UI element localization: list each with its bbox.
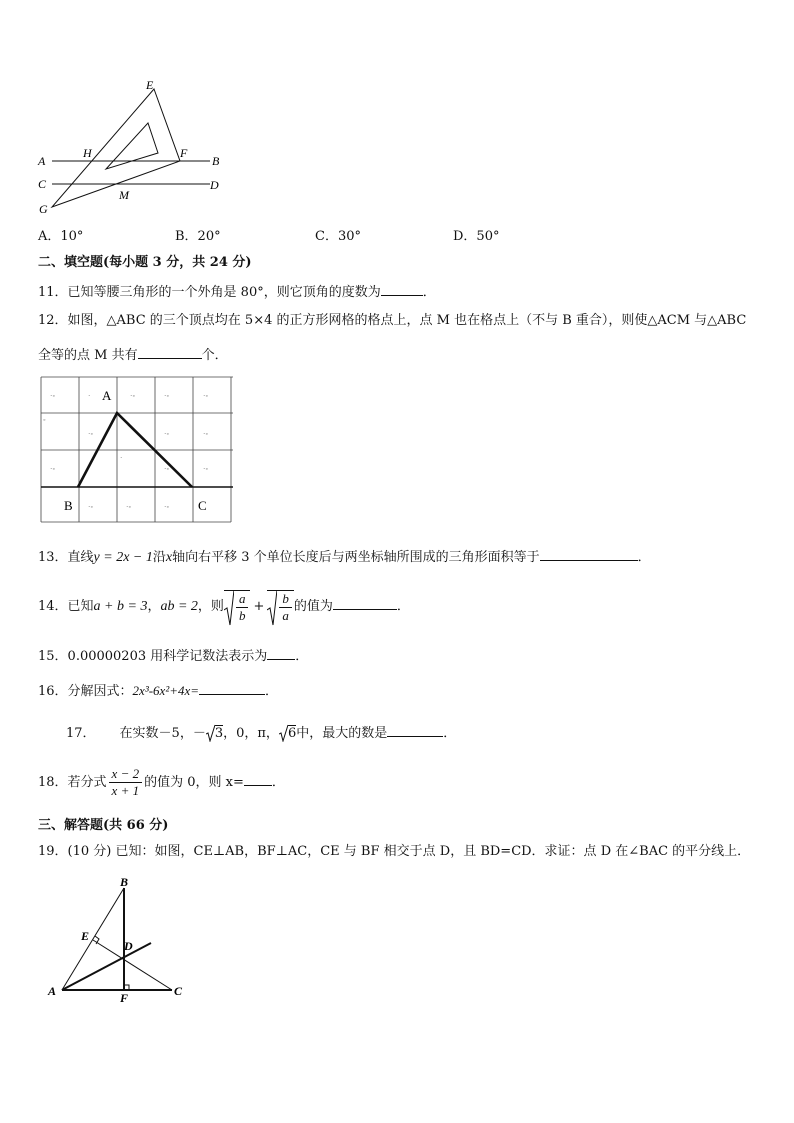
q13-equation: y = 2x − 1: [93, 550, 153, 565]
q14-suffix: 的值为: [293, 599, 333, 614]
q14-sqrt-b-over-a: [267, 590, 294, 624]
q16-prefix: 16．分解因式：: [38, 684, 133, 699]
q13-prefix: 13．直线: [38, 550, 94, 565]
q13-suffix: 轴向右平移 3 个单位长度后与两坐标轴所围成的三角形面积等于: [172, 550, 540, 565]
q11-end: ．: [422, 285, 436, 300]
q17-answer-blank: [387, 722, 443, 737]
q15-text: 15．0.00000203 用科学记数法表示为: [38, 649, 268, 664]
svg-text:·◦: ·◦: [130, 392, 135, 400]
svg-text:·◦: ·◦: [88, 503, 93, 511]
fig19-label-F: F: [120, 991, 129, 1005]
q17-sqrt3: 3: [206, 725, 223, 743]
label-G: G: [39, 202, 48, 216]
q14-end: ．: [396, 599, 410, 614]
question-12-line2: [38, 344, 228, 365]
cell-marks: [43, 392, 208, 511]
q12-answer-blank: [138, 344, 202, 359]
section-2-title: 二、填空题(每小题 3 分，共 24 分): [38, 255, 252, 270]
q12-suffix: 个．: [201, 348, 228, 363]
q14-sep: ，: [147, 599, 161, 614]
q17-end: ．: [443, 726, 457, 741]
question-13: [38, 546, 651, 567]
q17-sqrt6: 6: [279, 725, 296, 743]
fig19-label-D: D: [124, 939, 133, 953]
figure-parallel-lines-triangles: [30, 75, 230, 225]
q16-expr: 2x³-6x²+4x=: [132, 683, 200, 698]
label-F: F: [180, 146, 188, 160]
q14-answer-blank: [333, 595, 397, 610]
q18-end: ．: [271, 775, 285, 790]
q10-option-b: B．20°: [175, 229, 221, 244]
q14-then: ，则: [197, 599, 224, 614]
q10-option-d: D．50°: [453, 229, 500, 244]
q15-end: ．: [295, 649, 309, 664]
svg-text:·: ·: [120, 454, 123, 462]
inner-triangle: [106, 123, 158, 169]
q10-option-c: C．30°: [315, 229, 361, 244]
svg-text:·◦: ·◦: [164, 430, 169, 438]
outer-triangle: [52, 89, 180, 207]
svg-text:·◦: ·◦: [164, 465, 169, 473]
q17-number: 17．: [66, 726, 96, 741]
svg-text:·◦: ·◦: [88, 430, 93, 438]
label-D: D: [210, 178, 219, 192]
fig19-label-B: B: [120, 875, 129, 889]
q13-axis: x: [165, 550, 173, 565]
grid-label-A: A: [102, 388, 112, 403]
grid-label-B: B: [64, 498, 73, 513]
bisector-AD: [62, 943, 151, 990]
question-14: [38, 589, 410, 625]
grid-label-C: C: [198, 498, 207, 513]
q16-end: ．: [265, 684, 279, 699]
question-15: [38, 645, 308, 666]
fig19-label-E: E: [81, 929, 90, 943]
question-11: [38, 281, 436, 302]
figure-19-triangle: [40, 874, 200, 1009]
label-B: B: [212, 154, 220, 168]
right-angle-E: [95, 936, 99, 944]
q14-plus: +: [253, 599, 265, 614]
grid-figure: [40, 376, 236, 524]
q17-mid: ，0，π，: [223, 726, 279, 741]
q14-cond2: ab = 2: [160, 599, 198, 614]
svg-text:·◦: ·◦: [164, 392, 169, 400]
q10-option-a: A．10°: [38, 229, 84, 244]
svg-text:·◦: ·◦: [50, 465, 55, 473]
q14-frac1: $\frac{a}{b}$: [236, 591, 249, 624]
fig19-label-A: A: [48, 984, 57, 998]
q14-cond1: a + b = 3: [93, 599, 148, 614]
q17-suffix: 中，最大的数是: [296, 726, 388, 741]
svg-text:·◦: ·◦: [203, 430, 208, 438]
question-19: 19．(10 分) 已知：如图，CE⊥AB，BF⊥AC，CE 与 BF 相交于点 D，且 BD=CD．求证：点 D 在∠BAC 的平分线上．: [38, 844, 751, 859]
svg-text:·◦: ·◦: [126, 503, 131, 511]
q16-answer-blank: [199, 680, 265, 695]
q14-prefix: 14．已知: [38, 599, 94, 614]
label-H: H: [83, 146, 92, 160]
q15-answer-blank: [267, 645, 295, 660]
svg-text:◦: ◦: [43, 416, 46, 424]
q17-prefix: 在实数－5，－: [119, 726, 206, 741]
svg-text:·◦: ·◦: [203, 392, 208, 400]
svg-text:·◦: ·◦: [164, 503, 169, 511]
question-12-line1: 12．如图，△ABC 的三个顶点均在 5×4 的正方形网格的格点上，点 M 也在格点上（不与 B 重合），则使△ACM 与△ABC: [38, 313, 747, 328]
q14-frac2: $\frac{b}{a}$: [279, 591, 292, 624]
label-C: C: [38, 177, 47, 191]
svg-text:·◦: ·◦: [50, 392, 55, 400]
label-A: A: [38, 154, 46, 168]
q13-end: ．: [637, 550, 651, 565]
q11-text: 11．已知等腰三角形的一个外角是 80°，则它顶角的度数为: [38, 285, 381, 300]
label-E: E: [146, 78, 154, 92]
question-16: [38, 680, 278, 701]
q18-prefix: 18．若分式: [38, 775, 107, 790]
q13-answer-blank: [540, 546, 638, 561]
q18-fraction: $\frac{x - 2}{x + 1}$: [109, 766, 143, 799]
question-17: [66, 722, 456, 743]
q18-suffix: 的值为 0，则 x=: [144, 775, 244, 790]
fig19-label-C: C: [174, 984, 183, 998]
svg-text:·◦: ·◦: [203, 465, 208, 473]
q12-prefix: 全等的点 M 共有: [38, 348, 138, 363]
q14-sqrt-a-over-b: [224, 590, 251, 624]
question-18: [38, 766, 285, 802]
q18-answer-blank: [244, 771, 272, 786]
q11-answer-blank: [381, 281, 423, 296]
label-M: M: [119, 188, 129, 202]
svg-text:·: ·: [88, 392, 91, 400]
q13-mid: 沿: [152, 550, 166, 565]
section-3-title: 三、解答题(共 66 分): [38, 818, 169, 833]
